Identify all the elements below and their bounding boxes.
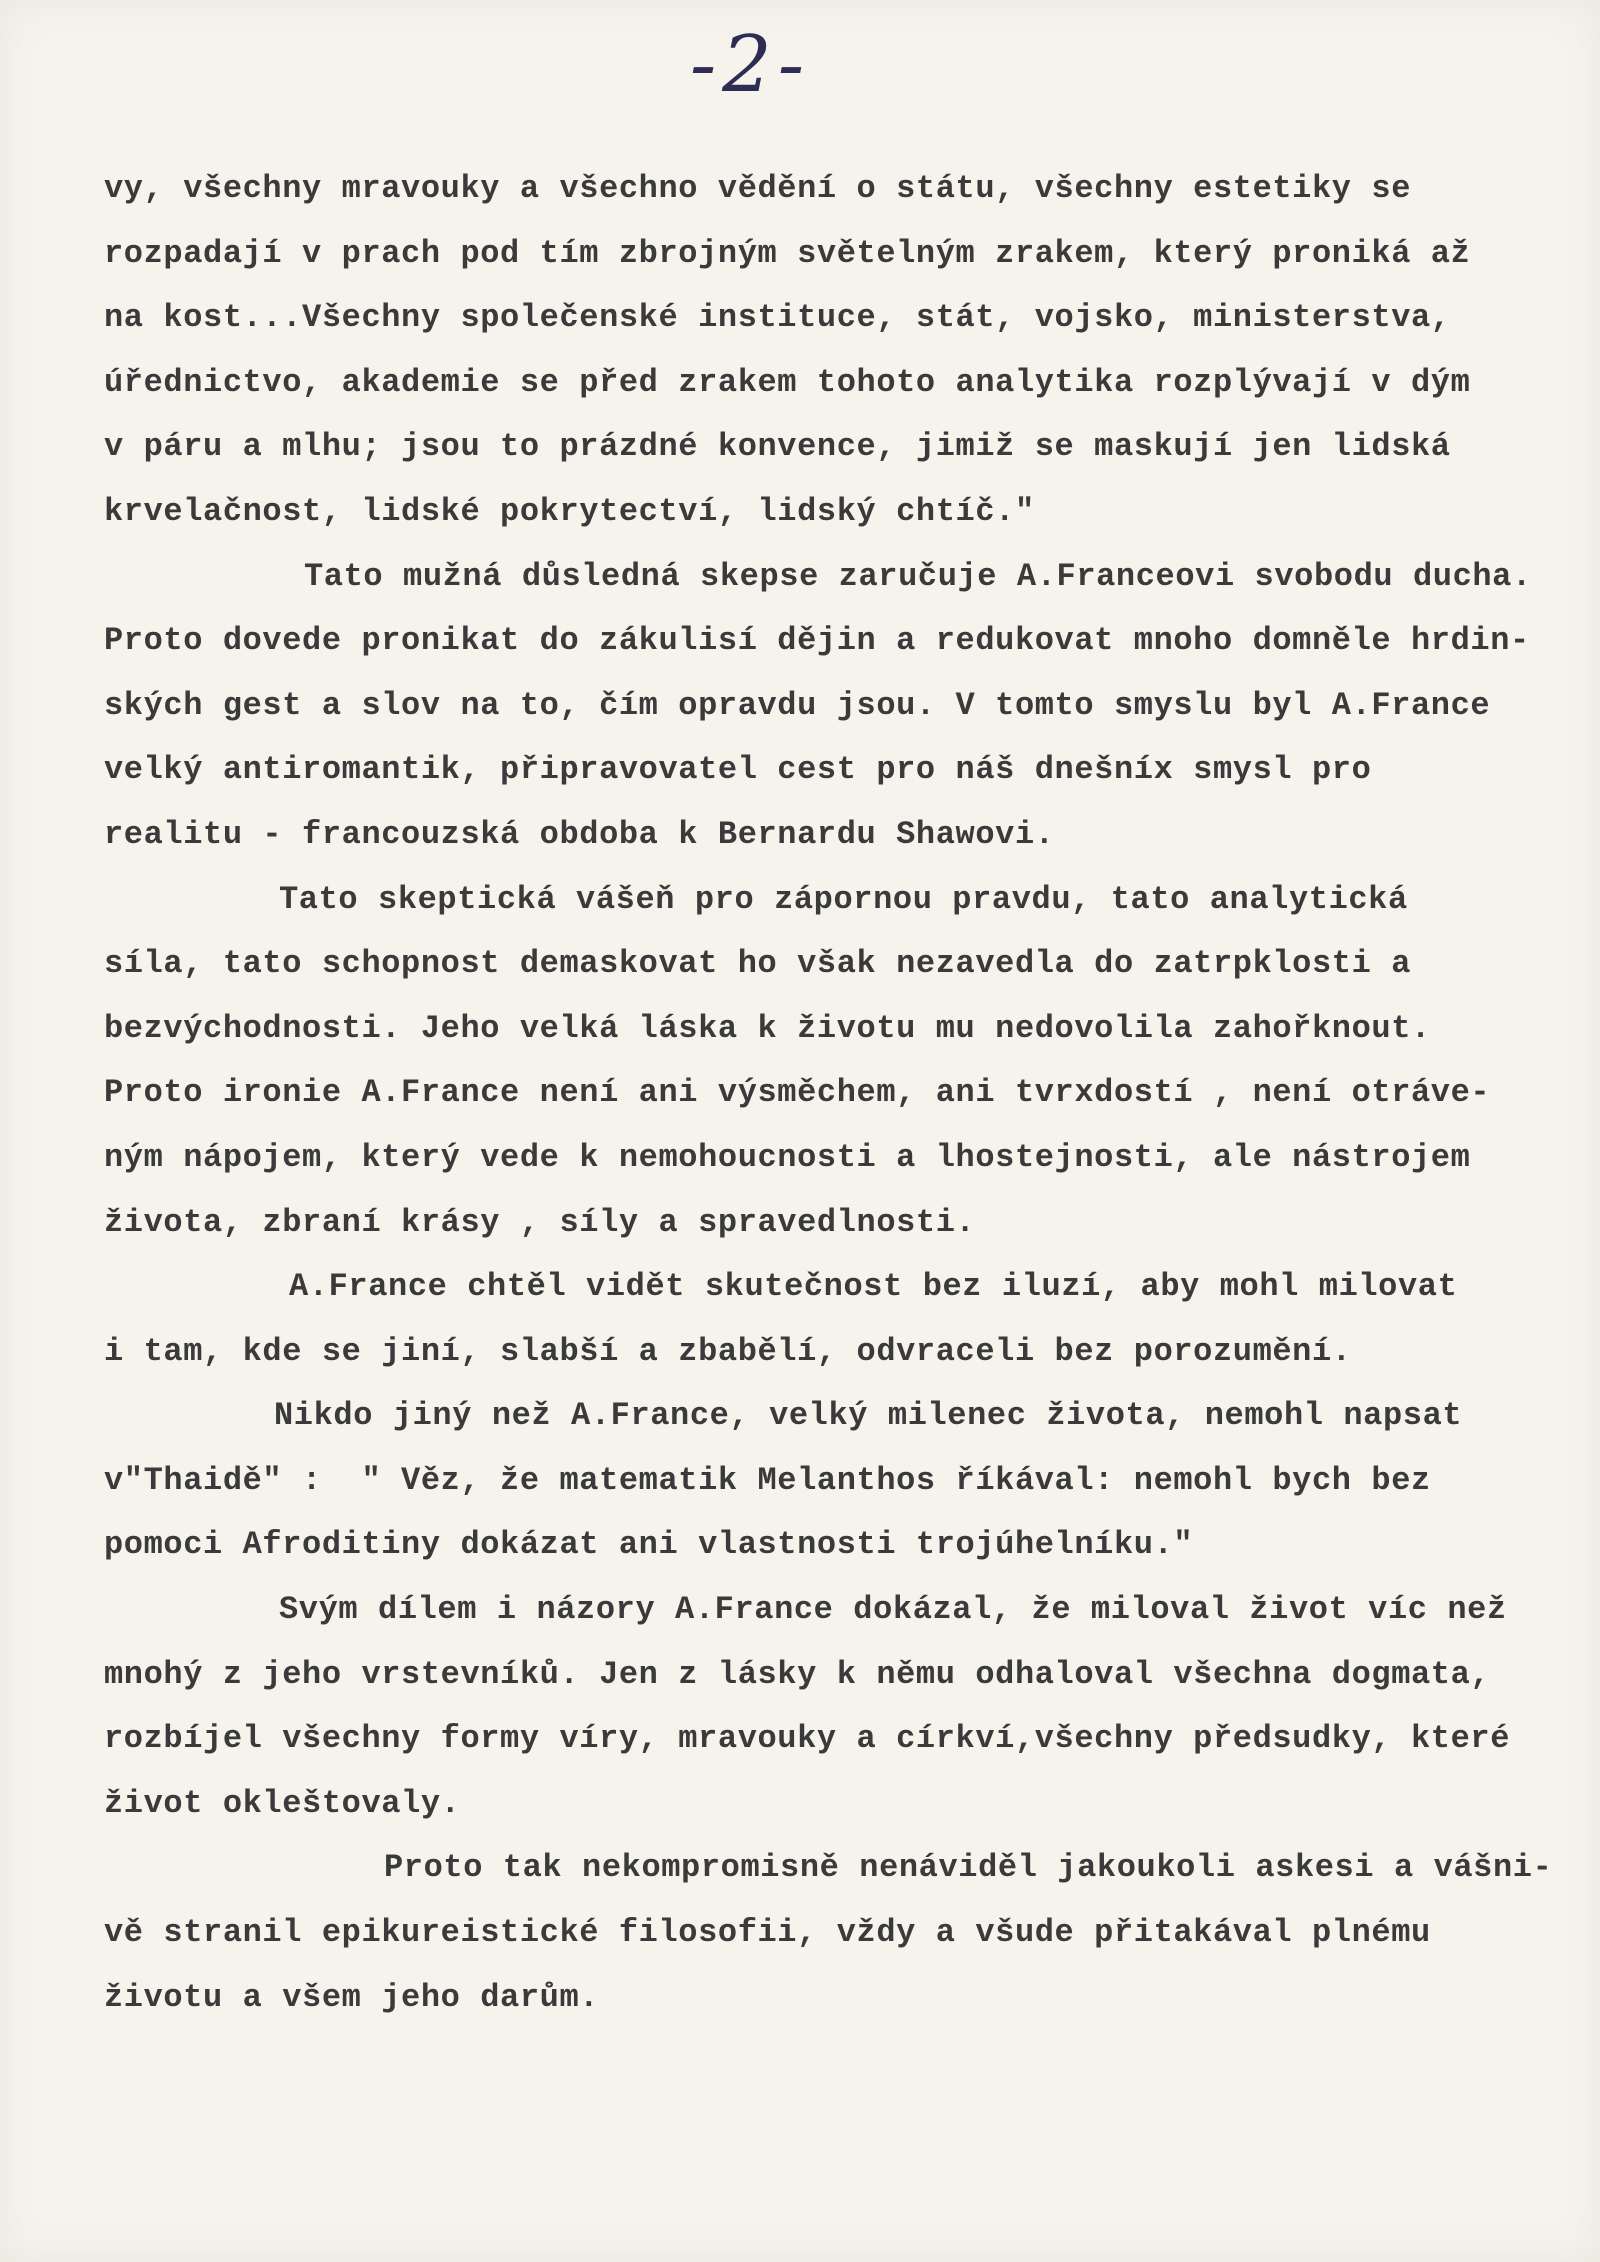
text-line: na kost...Všechny společenské instituce, stát, vojsko, ministerstva, [104, 299, 1451, 337]
text-line: pomoci Afroditiny dokázat ani vlastnosti trojúhelníku." [104, 1526, 1194, 1564]
text-line: ným nápojem, který vede k nemohoucnosti a lhostejnosti, ale nástrojem [104, 1138, 1471, 1176]
text-line: v"Thaidě" : " Věz, že matematik Melanthos říkával: nemohl bych bez [104, 1461, 1431, 1499]
text-line: i tam, kde se jiní, slabší a zbabělí, odvraceli bez porozumění. [104, 1332, 1352, 1370]
text-line: bezvýchodnosti. Jeho velká láska k životu mu nedovolila zahořknout. [104, 1009, 1431, 1047]
text-line: vě stranil epikureistické filosofii, vždy a všude přitakával plnému [104, 1914, 1431, 1952]
paragraph-start-line: Tato mužná důsledná skepse zaručuje A.Franceovi svobodu ducha. [304, 557, 1532, 595]
text-line: života, zbraní krásy , síly a spravedlnosti. [104, 1203, 976, 1241]
paragraph-start-line: Nikdo jiný než A.France, velký milenec života, nemohl napsat [274, 1397, 1463, 1435]
paragraph-start-line: Svým dílem i názory A.France dokázal, že miloval život víc než [279, 1591, 1507, 1629]
text-line: životu a všem jeho darům. [104, 1978, 600, 2016]
text-line: realitu - francouzská obdoba k Bernardu Shawovi. [104, 815, 1055, 853]
paragraph-start-line: A.France chtěl vidět skutečnost bez iluzí, aby mohl milovat [289, 1268, 1458, 1306]
paragraph-start-line: Tato skeptická vášeň pro zápornou pravdu, tato analytická [279, 880, 1408, 918]
body-text [104, 157, 1564, 2030]
text-line: ských gest a slov na to, čím opravdu jsou. V tomto smyslu byl A.France [104, 686, 1491, 724]
text-line: Proto ironie A.France není ani výsměchem, ani tvrxdostí , není otráve- [104, 1074, 1491, 1112]
text-line: v páru a mlhu; jsou to prázdné konvence, jimiž se maskují jen lidská [104, 428, 1451, 466]
text-line: velký antiromantik, připravovatel cest pro náš dnešníx smysl pro [104, 751, 1372, 789]
text-line: mnohý z jeho vrstevníků. Jen z lásky k němu odhaloval všechna dogmata, [104, 1655, 1491, 1693]
text-line: úřednictvo, akademie se před zrakem tohoto analytika rozplývají v dým [104, 363, 1471, 401]
paragraph-start-line: Proto tak nekompromisně nenáviděl jakoukoli askesi a vášni- [384, 1849, 1553, 1887]
text-line: rozpadají v prach pod tím zbrojným světelným zrakem, který proniká až [104, 234, 1471, 272]
text-line: rozbíjel všechny formy víry, mravouky a církví,všechny předsudky, které [104, 1720, 1511, 1758]
text-line: Proto dovede pronikat do zákulisí dějin a redukovat mnoho domněle hrdin- [104, 622, 1530, 660]
text-line: život okleštovaly. [104, 1784, 461, 1822]
text-line: krvelačnost, lidské pokrytectví, lidský chtíč." [104, 492, 1035, 530]
text-line: vy, všechny mravouky a všechno vědění o státu, všechny estetiky se [104, 170, 1412, 207]
text-line: síla, tato schopnost demaskovat ho však nezavedla do zatrpklosti a [104, 945, 1412, 983]
page-number: -2- [689, 20, 811, 110]
